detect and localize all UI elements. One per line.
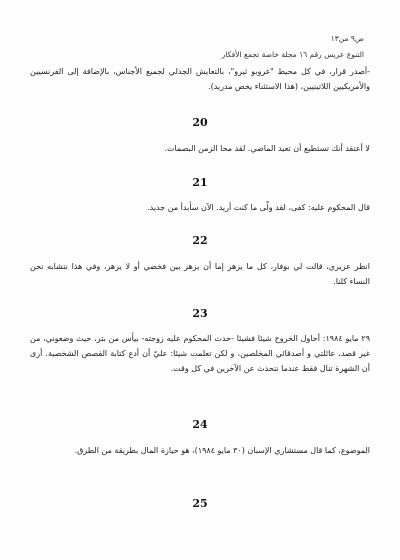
page-header — [34, 34, 364, 60]
header-title: التنوع عريس رقم ١٦ مجلة خاصة تجمع الأفكار — [221, 49, 364, 59]
section-number: 21 — [192, 176, 208, 189]
section-number: 23 — [192, 307, 208, 320]
section-text: ٢٩ مايو ١٩٨٤: أحاول الخروج شيئا فشيئا -حدث المحكوم عليه زوجته- بيأس من بتر، حيث وضعوني، من غير قصد، عائلتي و أصدقائي المخلصين، و لكن تعلمت شيئا: عليّ أن أدع كتابة القصص الشخصية. أرى أن الشهرة تنال فقط عندما نتحدث عن الآخرين في كل وقت. — [30, 334, 370, 373]
section-number: 24 — [192, 418, 208, 431]
page-number-label: ص٩ من١٣ — [330, 34, 364, 43]
section-text: انظر عزيزي، قالت لي بوفار، كل ما يزهر إما أن يزهر بين فخضي أو لا يزهر، وفي هذا نتشابه نحن النساء كلنا. — [30, 262, 370, 286]
section-text: الموضوع، كما قال مستشاري الإسبان (٣٠ مايو ١٩٨٤)، هو حيازة المال بطريقة من الطرق. — [74, 446, 370, 455]
section-text: لا أعتقد أنك تستطيع أن تعيد الماضي. لقد محا الزمن البصمات. — [164, 144, 370, 153]
section-number: 25 — [192, 497, 208, 510]
section-number: 22 — [192, 234, 208, 247]
section-text: قال المحكوم عليه: كفى، لقد ولّى ما كنت أريد. الآن سأبدأ من جديد. — [147, 203, 370, 212]
section-number: 20 — [192, 116, 208, 129]
intro-paragraph: -أصدر قرار، في كل محيط "غروبو ثيرو"، بالتعايش الجدلي لجميع الأجناس، بالإضافة إلى الفرنسيين والأمريكيين اللاتينيين، (هذا الاستثناء يخص مدريد). — [30, 67, 370, 91]
